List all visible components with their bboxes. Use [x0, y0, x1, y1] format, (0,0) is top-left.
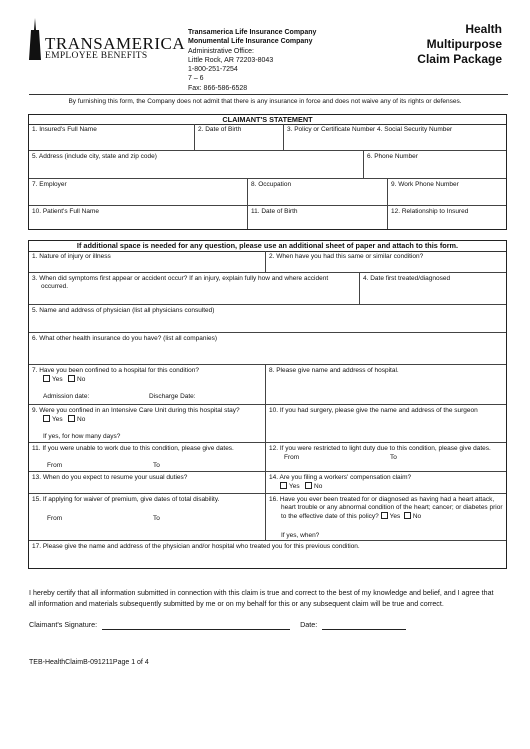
q14-yes-label: Yes	[289, 483, 300, 491]
q15-waiver-premium[interactable]	[29, 494, 265, 541]
q16-when-label: If yes, when?	[281, 532, 320, 539]
title-line-2: Multipurpose	[426, 37, 502, 51]
q17-label: 17. Please give the name and address of the physician and/or hospital who treated you for this previous condition.	[32, 543, 360, 550]
company-name-2: Monumental Life Insurance Company	[188, 38, 313, 46]
q16-label: 16. Have you ever been treated for or diagnosed as having had a heart attack,	[269, 496, 495, 503]
q14-workers-comp[interactable]	[265, 472, 506, 494]
q9-yes-label: Yes	[52, 416, 63, 424]
q12-from-label: From	[284, 454, 300, 461]
q8-hospital-address[interactable]	[265, 365, 506, 405]
q15-to-label: To	[153, 515, 160, 522]
office-phone: 1-800-251-7254	[188, 66, 238, 74]
insured-dob-field[interactable]	[194, 124, 283, 151]
q9-icu[interactable]	[29, 405, 265, 443]
q10-surgeon[interactable]	[265, 405, 506, 443]
medical-information-section	[28, 240, 507, 569]
q16-label-cont2: to the effective date of this policy?	[281, 513, 379, 521]
policy-number-label: 3. Policy or Certificate Number	[287, 126, 376, 133]
q12-to-label: To	[390, 454, 397, 461]
discharge-date-label: Discharge Date:	[149, 393, 196, 400]
q5-physician[interactable]	[29, 305, 506, 333]
q3-label-cont: occurred.	[41, 283, 69, 291]
office-city: Little Rock, AR 72203-8043	[188, 56, 274, 64]
q6-other-insurance[interactable]	[29, 333, 506, 365]
q17-previous-physician[interactable]	[29, 541, 506, 568]
q16-label-cont: heart trouble or any abnormal condition of the heart; cancer; or diabetes prior	[281, 504, 503, 512]
q11-label: 11. If you were unable to work due to this condition, please give dates.	[32, 445, 234, 452]
work-phone-field[interactable]	[387, 179, 506, 206]
signature-label: Claimant's Signature:	[29, 620, 98, 629]
q2-label: 2. When have you had this same or similar condition?	[269, 253, 424, 260]
q10-label: 10. If you had surgery, please give the name and address of the surgeon	[269, 407, 478, 414]
occupation-field[interactable]	[247, 179, 387, 206]
q2-similar-condition[interactable]	[265, 251, 506, 273]
pyramid-building-icon	[27, 18, 43, 60]
employer-label: 7. Employer	[32, 181, 67, 188]
q3-symptoms[interactable]	[29, 273, 359, 305]
q7-no-label: No	[77, 376, 86, 384]
q16-heart-condition[interactable]	[265, 494, 506, 541]
relationship-field[interactable]	[387, 206, 506, 229]
header-rule	[29, 94, 508, 95]
q14-no-checkbox[interactable]	[305, 482, 312, 489]
q11-to-label: To	[153, 462, 160, 469]
q14-yes-checkbox[interactable]	[280, 482, 287, 489]
insured-dob-label: 2. Date of Birth	[198, 126, 242, 133]
patient-name-field[interactable]	[29, 206, 247, 229]
q13-resume-duties[interactable]	[29, 472, 265, 494]
office-label: Administrative Office:	[188, 47, 255, 55]
q11-unable-to-work[interactable]	[29, 443, 265, 472]
q7-hospital-confined[interactable]	[29, 365, 265, 405]
q9-yes-checkbox[interactable]	[43, 415, 50, 422]
phone-number-field[interactable]	[363, 151, 506, 179]
occupation-label: 8. Occupation	[251, 181, 292, 188]
q7-yes-label: Yes	[52, 376, 63, 384]
ssn-label: 4. Social Security Number	[377, 126, 453, 133]
q7-no-checkbox[interactable]	[68, 375, 75, 382]
q1-injury-nature[interactable]	[29, 251, 265, 273]
q9-no-label: No	[77, 416, 86, 424]
q13-label: 13. When do you expect to resume your usual duties?	[32, 474, 188, 481]
q11-from-label: From	[47, 462, 63, 469]
date-label: Date:	[300, 620, 318, 629]
q1-label: 1. Nature of injury or illness	[32, 253, 111, 260]
q16-yes-checkbox[interactable]	[381, 512, 388, 519]
q16-no-label: No	[412, 513, 422, 521]
logo-tagline: EMPLOYEE BENEFITS	[45, 51, 148, 61]
q15-label: 15. If applying for waiver of premium, give dates of total disability.	[32, 496, 220, 503]
q7-yes-checkbox[interactable]	[43, 375, 50, 382]
medical-heading: If additional space is needed for any question, please use an additional sheet of paper and attach to this form.	[29, 241, 506, 252]
policy-number-field[interactable]	[283, 124, 376, 151]
title-line-3: Claim Package	[417, 52, 502, 66]
disclaimer: By furnishing this form, the Company does not admit that there is any insurance in force and does not waive any of its rights or defenses.	[68, 98, 462, 105]
company-name-1: Transamerica Life Insurance Company	[188, 29, 317, 36]
q12-label: 12. If you were restricted to light duty due to this condition, please give dates.	[269, 445, 491, 452]
work-phone-label: 9. Work Phone Number	[391, 181, 459, 188]
claimant-statement-section	[28, 114, 507, 230]
logo-name: TRANSAMERICA	[45, 34, 186, 53]
phone-number-label: 6. Phone Number	[367, 153, 418, 160]
patient-dob-field[interactable]	[247, 206, 387, 229]
q7-label: 7. Have you been confined to a hospital for this condition?	[32, 367, 199, 374]
q8-label: 8. Please give name and address of hospital.	[269, 367, 399, 374]
signature-row	[29, 620, 509, 630]
patient-dob-label: 11. Date of Birth	[251, 208, 298, 215]
logo	[27, 18, 43, 65]
q12-light-duty[interactable]	[265, 443, 506, 472]
claimant-heading: CLAIMANT'S STATEMENT	[29, 115, 506, 125]
q14-no-label: No	[314, 483, 323, 491]
q9-days-label: If yes, for how many days?	[43, 433, 121, 440]
q6-label: 6. What other health insurance do you have? (list all companies)	[32, 335, 217, 342]
employer-field[interactable]	[29, 179, 247, 206]
relationship-label: 12. Relationship to Insured	[391, 208, 469, 215]
address-label: 5. Address (include city, state and zip code)	[32, 153, 157, 160]
q16-yes-label: Yes	[389, 513, 401, 521]
document-title	[417, 22, 502, 67]
q16-no-checkbox[interactable]	[404, 512, 411, 519]
admission-date-label: Admission date:	[43, 393, 90, 400]
insured-name-field[interactable]	[29, 124, 194, 151]
company-info	[188, 28, 316, 93]
certification-statement: I hereby certify that all information submitted in connection with this claim is true and correct to the best of my knowledge and belief, and I agree that all information and materials subsequently submitted by me or on my behalf for this or any subsequent claim will be true and correct.	[29, 589, 494, 608]
patient-name-label: 10. Patient's Full Name	[32, 208, 99, 215]
q9-no-checkbox[interactable]	[68, 415, 75, 422]
office-fax: Fax: 866-586-6528	[188, 84, 248, 92]
address-field[interactable]	[29, 151, 363, 179]
form-footer: TEB-HealthClaimB-091211Page 1 of 4	[29, 659, 149, 666]
q4-first-treated[interactable]	[359, 273, 506, 305]
date-line[interactable]	[322, 620, 406, 630]
signature-line[interactable]	[102, 620, 290, 630]
q15-from-label: From	[47, 515, 63, 522]
q5-label: 5. Name and address of physician (list all physicians consulted)	[32, 307, 215, 314]
q14-label: 14. Are you filing a workers' compensation claim?	[269, 474, 412, 481]
insured-name-label: 1. Insured's Full Name	[32, 126, 97, 133]
q4-label: 4. Date first treated/diagnosed	[363, 275, 451, 282]
office-hours: 7 – 6	[188, 75, 204, 83]
title-line-1: Health	[465, 22, 502, 36]
q9-label: 9. Were you confined in an Intensive Care Unit during this hospital stay?	[32, 407, 240, 414]
ssn-field[interactable]	[374, 124, 506, 151]
q3-label: 3. When did symptoms first appear or accident occur? If an injury, explain fully how and where accident	[32, 275, 329, 282]
